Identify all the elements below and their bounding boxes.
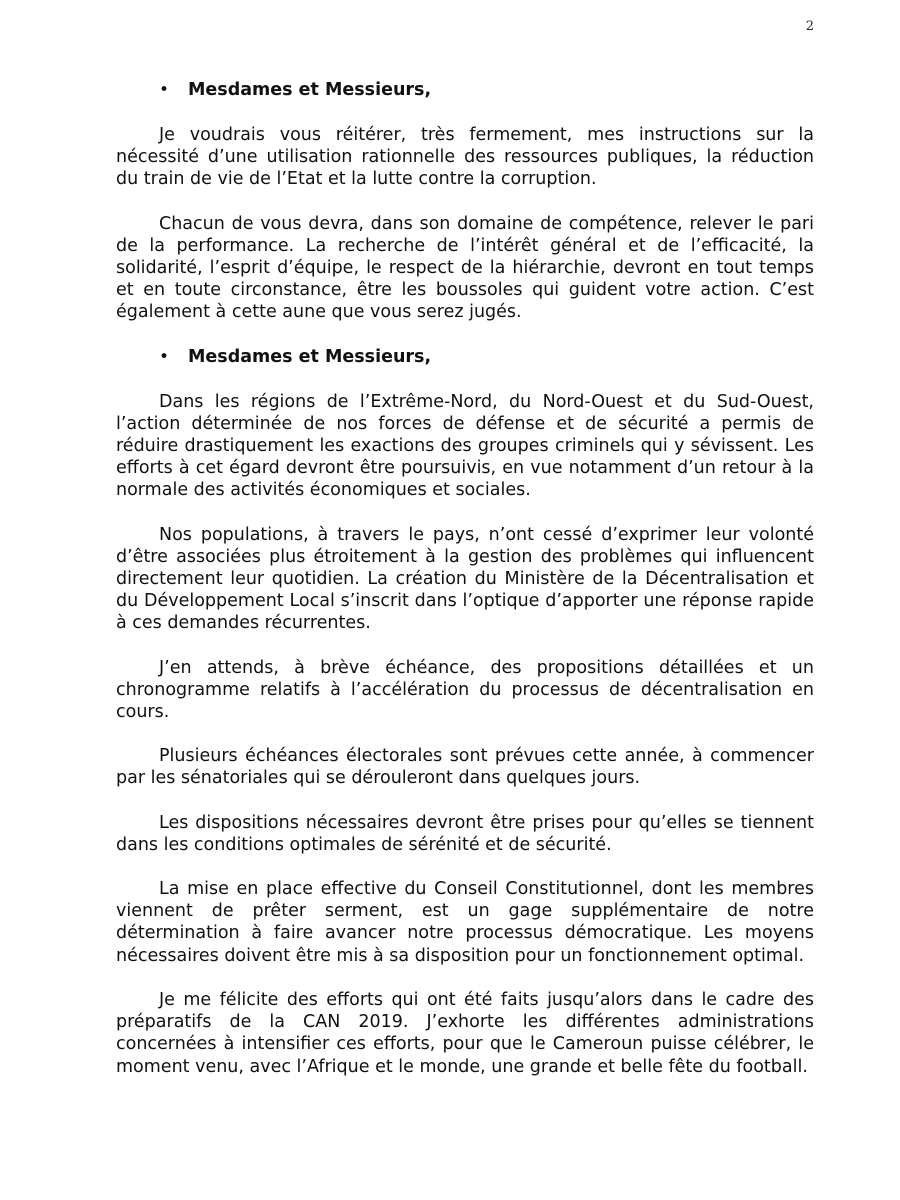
- document-body: [116, 79, 814, 1078]
- page-number: 2: [805, 19, 814, 34]
- bullet-icon: •: [159, 346, 170, 367]
- paragraph-6: Plusieurs échéances électorales sont prévues cette année, à commencer par les sénatoriales qui se dérouleront dans quelques jours.: [116, 746, 814, 789]
- paragraph-2: Chacun de vous devra, dans son domaine de compétence, relever le pari de la performance. La recherche de l’intérêt général et de l’efficacité, la solidarité, l’esprit d’équipe, le respect de la hiérarchie, devront en tout temps et en toute circonstance, être les boussoles qui guident votre action. C’est également à cette aune que vous serez jugés.: [116, 213, 814, 323]
- paragraph-3: Dans les régions de l’Extrême-Nord, du Nord-Ouest et du Sud-Ouest, l’action déterminée de nos forces de défense et de sécurité a permis de réduire drastiquement les exactions des groupes criminels qui y sévissent. Les efforts à cet égard devront être poursuivis, en vue notamment d’un retour à la normale des activités économiques et sociales.: [116, 391, 814, 501]
- section-heading-2: [116, 346, 814, 368]
- paragraph-9: Je me félicite des efforts qui ont été faits jusqu’alors dans le cadre des préparatifs de la CAN 2019. J’exhorte les différentes administrations concernées à intensifier ces efforts, pour que le Cameroun puisse célébrer, le moment venu, avec l’Afrique et le monde, une grande et belle fête du football.: [116, 989, 814, 1077]
- section-heading-text: Mesdames et Messieurs,: [188, 80, 432, 100]
- section-heading-text: Mesdames et Messieurs,: [188, 346, 432, 367]
- bullet-icon: •: [159, 80, 170, 100]
- paragraph-4: Nos populations, à travers le pays, n’ont cessé d’exprimer leur volonté d’être associées plus étroitement à la gestion des problèmes qui influencent directement leur quotidien. La création du Ministère de la Décentralisation et du Développement Local s’inscrit dans l’optique d’apporter une réponse rapide à ces demandes récurrentes.: [116, 524, 814, 634]
- paragraph-5: J’en attends, à brève échéance, des propositions détaillées et un chronogramme relatifs à l’accélération du processus de décentralisation en cours.: [116, 657, 814, 723]
- section-heading-1: [116, 79, 814, 101]
- paragraph-1: Je voudrais vous réitérer, très fermement, mes instructions sur la nécessité d’une utilisation rationnelle des ressources publiques, la réduction du train de vie de l’Etat et la lutte contre la corruption.: [116, 125, 814, 190]
- paragraph-7: Les dispositions nécessaires devront être prises pour qu’elles se tiennent dans les conditions optimales de sérénité et de sécurité.: [116, 812, 814, 855]
- paragraph-8: La mise en place effective du Conseil Constitutionnel, dont les membres viennent de prêter serment, est un gage supplémentaire de notre détermination à faire avancer notre processus démocratique. Les moyens nécessaires doivent être mis à sa disposition pour un fonctionnement optimal.: [116, 879, 814, 966]
